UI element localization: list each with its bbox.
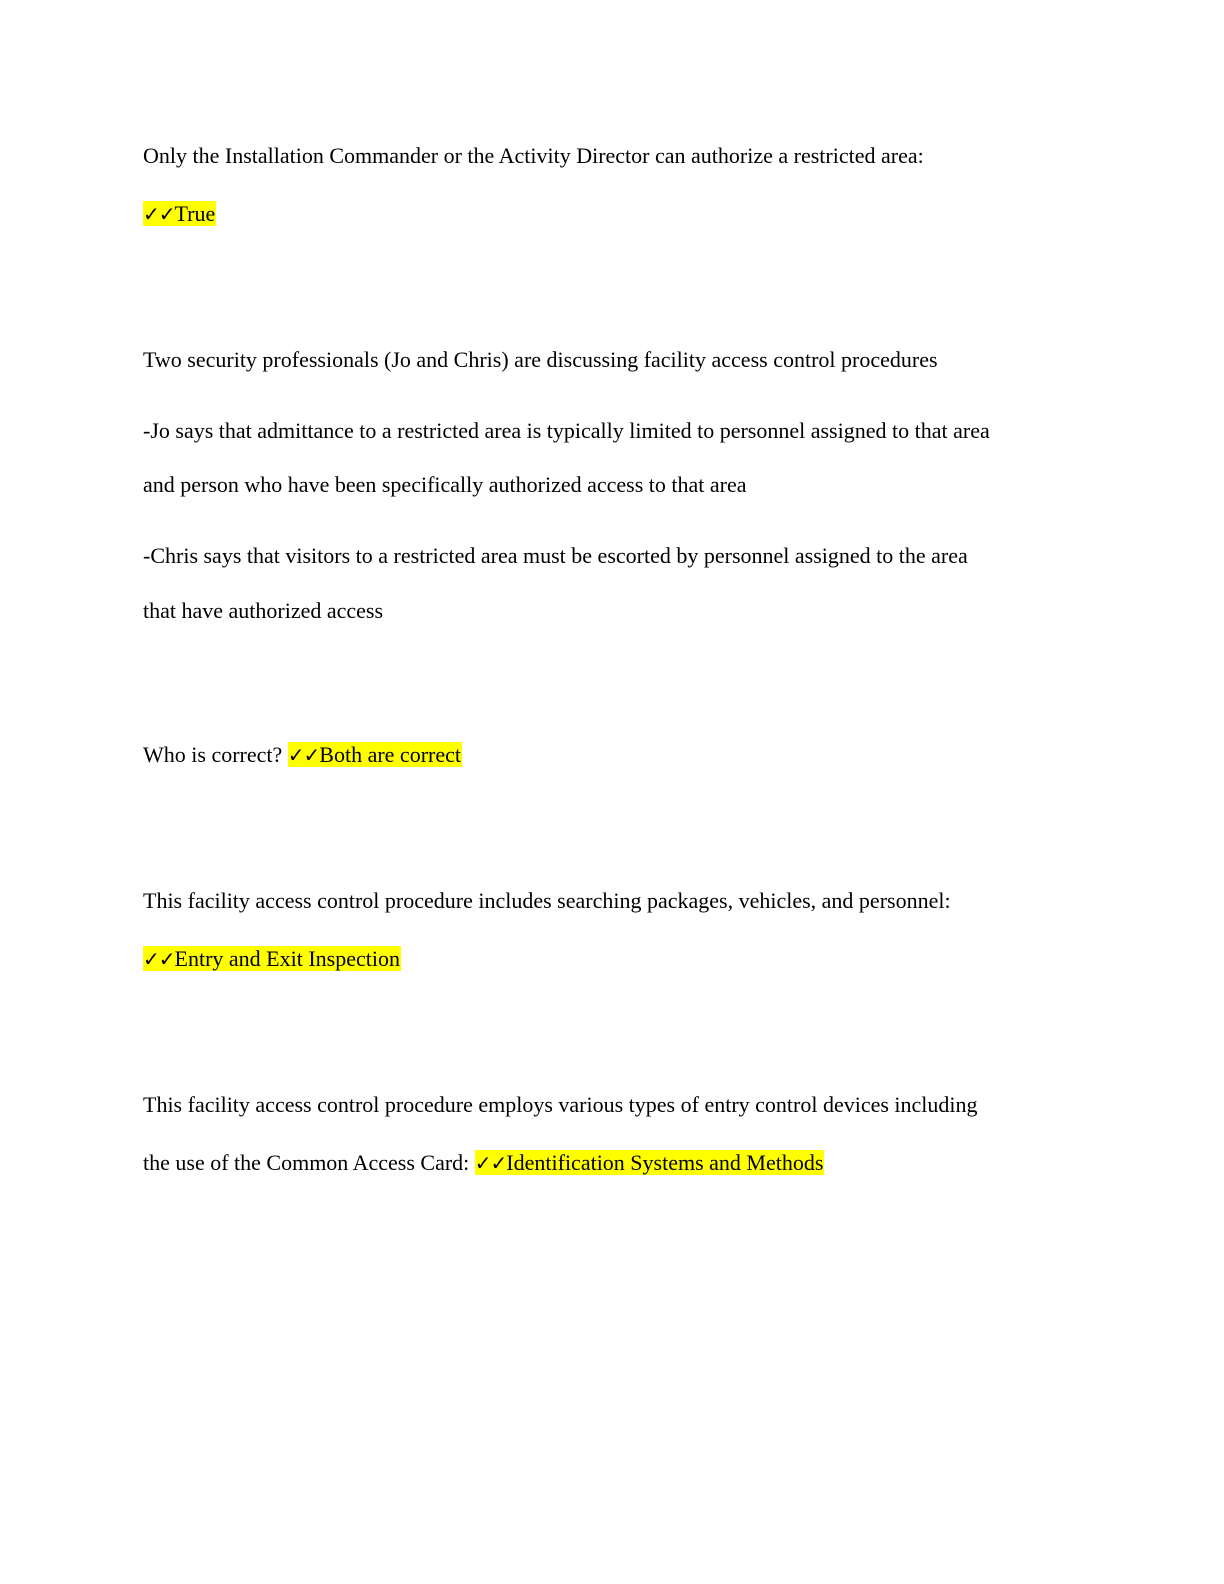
q2-intro: Two security professionals (Jo and Chris) are discussing facility access control procedures bbox=[143, 347, 938, 372]
q1-answer: True bbox=[174, 201, 216, 226]
checkmark-icon: ✓✓ bbox=[287, 743, 320, 767]
q2-chris-line1: -Chris says that visitors to a restricted area must be escorted by personnel assigned to the area bbox=[143, 543, 968, 568]
q2-question: Who is correct? bbox=[143, 742, 288, 767]
q4-question-line2 bbox=[143, 1147, 824, 1179]
q2-jo-line2: and person who have been specifically authorized access to that area bbox=[143, 472, 747, 497]
q1-answer-line bbox=[143, 198, 216, 230]
q2-chris-line2: that have authorized access bbox=[143, 598, 384, 623]
checkmark-icon: ✓✓ bbox=[143, 202, 175, 226]
q2-answer-highlight bbox=[288, 742, 462, 767]
checkmark-icon: ✓✓ bbox=[474, 1151, 507, 1175]
q1-question: Only the Installation Commander or the Activity Director can authorize a restricted area: bbox=[143, 143, 924, 168]
q3-answer-line bbox=[143, 943, 401, 975]
q4-answer: Identification Systems and Methods bbox=[506, 1150, 824, 1175]
q3-answer: Entry and Exit Inspection bbox=[174, 946, 400, 971]
q2-question-line bbox=[143, 739, 462, 771]
q2-jo-line1: -Jo says that admittance to a restricted area is typically limited to personnel assigned to that area bbox=[143, 418, 990, 443]
q3-question: This facility access control procedure includes searching packages, vehicles, and personnel: bbox=[143, 888, 951, 913]
q3-answer-highlight bbox=[143, 946, 401, 971]
q4-answer-highlight bbox=[475, 1150, 825, 1175]
q2-answer: Both are correct bbox=[319, 742, 461, 767]
q4-question-line1: This facility access control procedure employs various types of entry control devices including bbox=[143, 1092, 978, 1117]
q1-answer-highlight bbox=[143, 201, 216, 226]
checkmark-icon: ✓✓ bbox=[143, 947, 175, 971]
q4-question: the use of the Common Access Card: bbox=[143, 1150, 475, 1175]
